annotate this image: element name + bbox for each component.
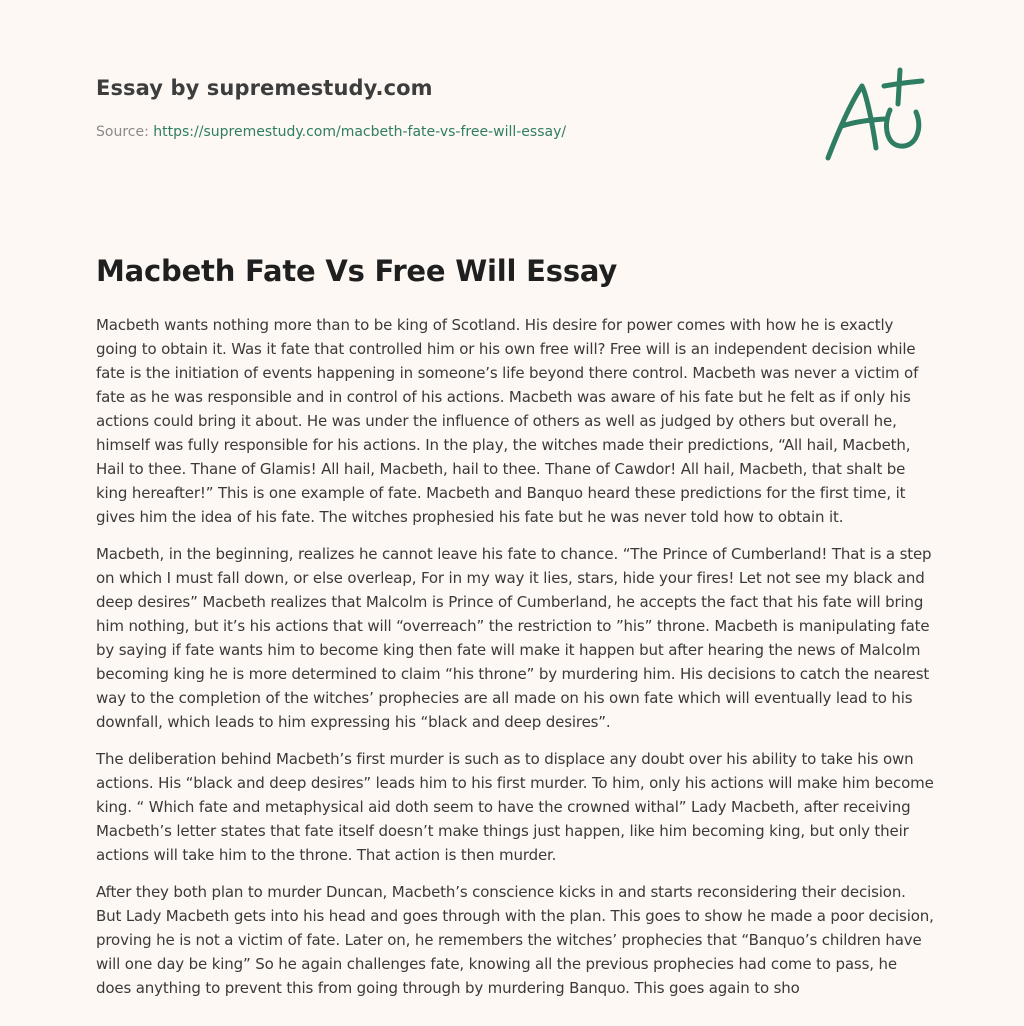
source-link[interactable]: https://supremestudy.com/macbeth-fate-vs-free-will-essay/ [153,124,567,140]
essay-paragraph: Macbeth wants nothing more than to be king of Scotland. His desire for power comes with how he is exactly going to obtain it. Was it fate that controlled him or his own free will? Free will is an independent decision while fate is the initiation of events happening in someone’s life beyond there control. Macbeth was never a victim of fate as he was responsible and in control of his actions. Macbeth was aware of his fate but he felt as if only his actions could bring it about. He was under the influence of others as well as judged by others but overall he, himself was fully responsible for his actions. In the play, the witches made their predictions, “All hail, Macbeth, Hail to thee. Thane of Glamis! All hail, Macbeth, hail to thee. Thane of Cawdor! All hail, Macbeth, that shalt be king hereafter!” This is one example of fate. Macbeth and Banquo heard these predictions for the first time, it gives him the idea of his fate. The witches prophesied his fate but he was never told how to obtain it. [96,316,919,526]
essay-header-title: Essay by supremestudy.com [96,76,433,100]
essay-title: Macbeth Fate Vs Free Will Essay [96,254,618,288]
essay-paragraph: Macbeth, in the beginning, realizes he cannot leave his fate to chance. “The Prince of Cumberland! That is a step on which I must fall down, or else overleap, For in my way it lies, stars, hide your fires! Let not see my black and deep desires” Macbeth realizes that Malcolm is Prince of Cumberland, he accepts the fact that his fate will bring him nothing, but it’s his actions that will “overreach” the restriction to ”his” throne. Macbeth is manipulating fate by saying if fate wants him to become king then fate will make it happen but after hearing the news of Malcolm becoming king he is more determined to claim “his throne” by murdering him. His decisions to catch the nearest way to the completion of the witches’ prophecies are all made on his own fate which will eventually lead to his downfall, which leads to him expressing his “black and deep desires”. [96,545,932,731]
source-label: Source: [96,124,154,140]
essay-body [96,313,934,1013]
essay-paragraph: The deliberation behind Macbeth’s first murder is such as to displace any doubt over his ability to take his own actions. His “black and deep desires” leads him to his first murder. To him, only his actions will make him become king. “ Which fate and metaphysical aid doth seem to have the crowned withal” Lady Macbeth, after receiving Macbeth’s letter states that fate itself doesn’t make things just happen, like him becoming king, but only their actions will take him to the throne. That action is then murder. [96,750,934,864]
a-plus-grade-icon [818,64,934,168]
essay-paragraph: After they both plan to murder Duncan, Macbeth’s conscience kicks in and starts reconsidering their decision. But Lady Macbeth gets into his head and goes through with the plan. This goes to show he made a poor decision, proving he is not a victim of fate. Later on, he remembers the witches’ prophecies that “Banquo’s children have will one day be king” So he again challenges fate, knowing all the previous prophecies had come to pass, he does anything to prevent this from going through by murdering Banquo. This goes again to sho [96,883,934,997]
source-line [96,124,566,140]
